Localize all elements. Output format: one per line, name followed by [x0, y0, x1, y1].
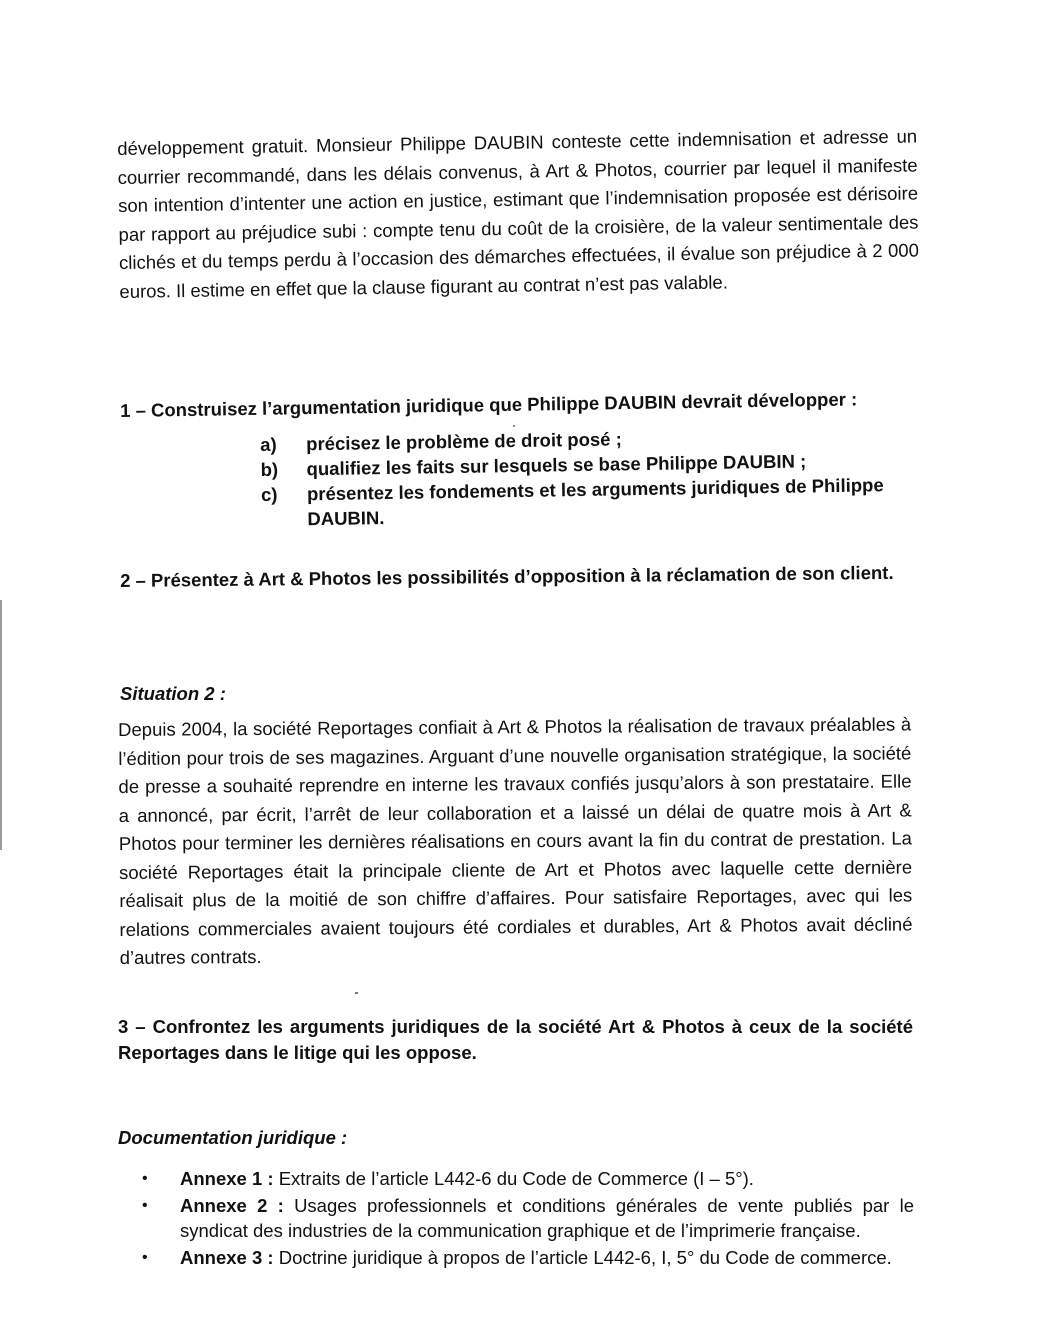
- annex-item: [142, 1245, 914, 1270]
- documentation-heading: Documentation juridique :: [118, 1127, 348, 1148]
- annex-body: [180, 1166, 914, 1191]
- bullet-icon: •: [142, 1249, 148, 1266]
- annex-body: [180, 1193, 914, 1243]
- scan-dot-mark: [513, 425, 515, 427]
- annex-item: [142, 1193, 914, 1243]
- sublist-item: [261, 472, 912, 532]
- annex-text: Extraits de l’article L442-6 du Code de Commerce (I – 5°).: [278, 1168, 754, 1189]
- sublist-item-letter: b): [260, 458, 279, 480]
- sublist-item-letter: a): [260, 433, 277, 455]
- sublist-item-text: précisez le problème de droit posé ;: [306, 428, 622, 455]
- annex-text: Usages professionnels et conditions générales de vente publiés par le syndicat des industries de la communication graphique et de l’imprimerie française.: [180, 1195, 914, 1241]
- situation-2-heading: Situation 2 :: [120, 683, 226, 704]
- annex-list: [142, 1166, 914, 1272]
- question-2-title: 2 – Présentez à Art & Photos les possibilités d’opposition à la réclamation de son client.: [120, 561, 894, 591]
- annex-text: Doctrine juridique à propos de l’article L442-6, I, 5° du Code de commerce.: [278, 1247, 892, 1268]
- scan-dot-mark: [355, 992, 358, 994]
- annex-item: [142, 1166, 914, 1191]
- scan-edge-mark: [0, 600, 2, 850]
- question-1-sublist: [260, 422, 911, 532]
- annex-label: Annexe 1 :: [180, 1168, 274, 1189]
- annex-body: [180, 1245, 914, 1270]
- question-1-title: 1 – Construisez l’argumentation juridique que Philippe DAUBIN devrait développer :: [120, 388, 858, 421]
- annex-label: Annexe 2 :: [180, 1195, 284, 1216]
- bullet-icon: •: [142, 1170, 148, 1187]
- question-3-title: 3 – Confrontez les arguments juridiques de la société Art & Photos à ceux de la société Reportages dans le litige qui les oppose.: [118, 1016, 913, 1063]
- sublist-item-letter: c): [260, 483, 278, 505]
- bullet-icon: •: [142, 1197, 148, 1214]
- paragraph-case-facts: développement gratuit. Monsieur Philippe DAUBIN conteste cette indemnisation et adresse un courrier recommandé, dans les délais convenus, à Art & Photos, courrier par lequel il manifeste son intention d’intenter une action en justice, estimant que l’indemnisation proposée est dérisoire par rapport au préjudice subi : compte tenu du coût de la croisière, de la valeur sentimentale des clichés et du temps perdu à l’occasion des démarches effectuées, il évalue son préjudice à 2 000 euros. Il estime en effet que la clause figurant au contrat n’est pas valable.: [117, 125, 920, 302]
- sublist-item-text: qualifiez les faits sur lesquels se base Philippe DAUBIN ;: [306, 450, 807, 480]
- sublist-item-text: présentez les fondements et les arguments juridiques de Philippe DAUBIN.: [306, 474, 884, 530]
- situation-2-text: Depuis 2004, la société Reportages confiait à Art & Photos la réalisation de travaux préalables à l’édition pour trois de ses magazines. Arguant d’une nouvelle organisation stratégique, la société de presse a souhaité reprendre en interne les travaux confiés jusqu’alors à son prestataire. Elle a annoncé, par écrit, l’arrêt de leur collaboration et a laissé un délai de quatre mois à Art & Photos pour terminer les dernières réalisations en cours avant la fin du contrat de prestation. La société Reportages était la principale cliente de Art et Photos avec laquelle cette dernière réalisait plus de la moitié de son chiffre d’affaires. Pour satisfaire Reportages, avec qui les relations commerciales avaient toujours été cordiales et durables, Art & Photos avait décliné d’autres contrats.: [118, 713, 913, 968]
- annex-label: Annexe 3 :: [180, 1247, 274, 1268]
